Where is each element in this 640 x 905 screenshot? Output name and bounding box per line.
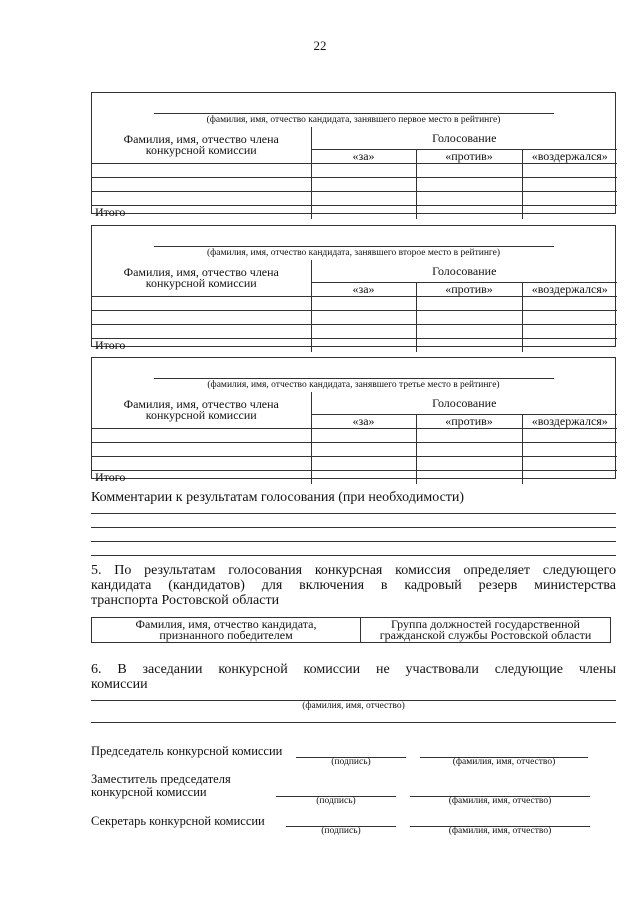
table-row — [92, 311, 617, 325]
section-6-text: 6. В заседании конкурсной комиссии не участвовали следующие члены комиссии — [91, 662, 616, 692]
absent-members-line[interactable] — [91, 722, 616, 723]
table-row — [92, 192, 617, 206]
comment-line[interactable] — [91, 527, 616, 528]
secretary-label: Секретарь конкурсной комиссии — [91, 814, 265, 828]
vote-header: Голосование — [311, 127, 617, 150]
col-against: «против» — [416, 283, 522, 297]
total-row — [92, 339, 617, 353]
candidate-name-line[interactable] — [154, 378, 554, 379]
vote-block-2 — [91, 225, 616, 352]
comment-line[interactable] — [91, 555, 616, 556]
position-group-header: Группа должностей государственной гражданской службы Ростовской области — [361, 618, 611, 643]
member-name-header: Фамилия, имя, отчество члена конкурсной комиссии — [92, 127, 311, 164]
table-row — [92, 429, 617, 443]
vote-table — [92, 127, 617, 219]
vote-header: Голосование — [311, 260, 617, 283]
comment-line[interactable] — [91, 513, 616, 514]
table-row — [92, 457, 617, 471]
total-row — [92, 206, 617, 220]
col-against: «против» — [416, 150, 522, 164]
vote-header: Голосование — [311, 392, 617, 415]
section-5-text: 5. По результатам голосования конкурсная комиссия определяет следующего кандидата (кандидатов) для включения в кадровый резерв министерства транспорта Ростовской области — [91, 563, 616, 608]
vote-table — [92, 260, 617, 352]
chairman-label: Председатель конкурсной комиссии — [91, 744, 283, 758]
signature-caption: (подпись) — [321, 826, 361, 836]
member-name-header: Фамилия, имя, отчество члена конкурсной комиссии — [92, 260, 311, 297]
candidate-caption: (фамилия, имя, отчество кандидата, занявшего третье место в рейтинге) — [207, 380, 500, 390]
page-number: 22 — [313, 38, 327, 53]
table-row — [92, 164, 617, 178]
absent-members-caption: (фамилия, имя, отчество) — [302, 701, 405, 711]
col-abstain: «воздержался» — [522, 283, 617, 297]
deputy-label: Заместитель председателя конкурсной комиссии — [91, 772, 231, 799]
member-name-header: Фамилия, имя, отчество члена конкурсной комиссии — [92, 392, 311, 429]
winner-table — [91, 617, 611, 643]
total-row — [92, 471, 617, 485]
col-for: «за» — [311, 415, 416, 429]
candidate-caption: (фамилия, имя, отчество кандидата, занявшего первое место в рейтинге) — [206, 115, 501, 125]
table-row — [92, 325, 617, 339]
table-row — [92, 178, 617, 192]
total-label: Итого — [92, 206, 311, 220]
col-for: «за» — [311, 150, 416, 164]
vote-block-1 — [91, 92, 616, 219]
total-label: Итого — [92, 471, 311, 485]
name-caption: (фамилия, имя, отчество) — [448, 826, 552, 836]
winner-name-header: Фамилия, имя, отчество кандидата, признанного победителем — [92, 618, 361, 643]
comments-title: Комментарии к результатам голосования (при необходимости) — [91, 490, 465, 505]
comment-line[interactable] — [91, 541, 616, 542]
col-abstain: «воздержался» — [522, 150, 617, 164]
candidate-name-line[interactable] — [154, 246, 554, 247]
name-caption: (фамилия, имя, отчество) — [452, 757, 556, 767]
candidate-caption: (фамилия, имя, отчество кандидата, занявшего второе место в рейтинге) — [206, 248, 501, 258]
signature-caption: (подпись) — [331, 757, 371, 767]
table-row — [92, 297, 617, 311]
candidate-name-line[interactable] — [154, 113, 554, 114]
name-caption: (фамилия, имя, отчество) — [448, 796, 552, 806]
table-row — [92, 443, 617, 457]
vote-table — [92, 392, 617, 484]
signature-caption: (подпись) — [316, 796, 356, 806]
total-label: Итого — [92, 339, 311, 353]
vote-block-3 — [91, 357, 616, 484]
col-abstain: «воздержался» — [522, 415, 617, 429]
col-for: «за» — [311, 283, 416, 297]
col-against: «против» — [416, 415, 522, 429]
